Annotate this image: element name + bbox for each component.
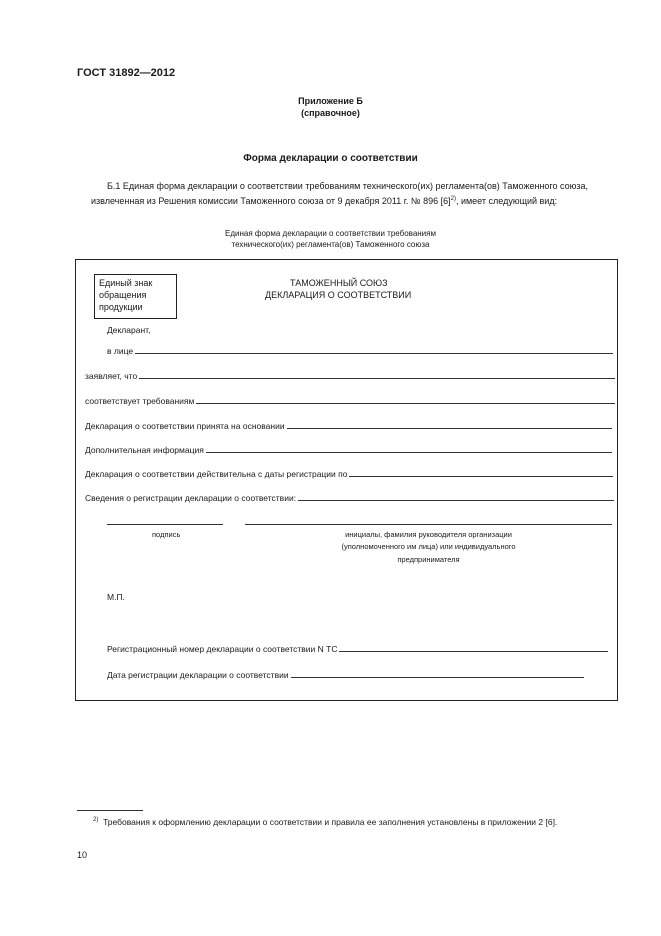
reg-date-row [107,668,584,680]
registration-info-label: Сведения о регистрации декларации о соответствии: [85,493,297,503]
appendix-note: (справочное) [301,108,360,118]
additional-line [206,452,612,453]
in-person-line [135,353,613,354]
additional-row [85,443,612,455]
footnote-separator [77,810,143,811]
form-caption-line2: технического(их) регламента(ов) Таможенного союза [231,240,430,249]
basis-label: Декларация о соответствии принята на основании [85,421,285,431]
stamp-label: М.П. [107,592,125,602]
form-caption-line1: Единая форма декларации о соответствии требованиям [225,229,436,238]
reg-date-label: Дата регистрации декларации о соответствии [107,670,289,680]
registration-info-row [85,491,614,503]
page-number: 10 [77,850,88,860]
signature-line [107,524,223,525]
additional-label: Дополнительная информация [85,445,204,455]
complies-line [196,403,615,404]
basis-line [287,428,612,429]
mark-line-1: Единый знак [99,278,153,288]
footnote-text: Требования к оформлению декларации о соответствии и правила ее заполнения установлены в приложении 2 [6]. [103,816,558,827]
appendix-title: Приложение Б [298,96,363,106]
declaration-form-frame [75,259,618,701]
reg-number-line [339,651,608,652]
registration-info-line [298,500,614,501]
conformity-mark-box [94,274,177,319]
paragraph-lead: Б.1 Единая форма декларации о соответствии требованиям технического(их) регламента(ов) Таможенного союза, извлеченная из Решения комиссии Таможенного союза от 9 декабря 2011 г. № 896 [6] [91,181,589,206]
reg-date-line [291,677,584,678]
section-title: Форма декларации о соответствии [243,153,418,164]
declaration-heading: ДЕКЛАРАЦИЯ О СООТВЕТСТВИИ [265,290,412,300]
standard-number: ГОСТ 31892—2012 [77,67,176,79]
states-label: заявляет, что [85,371,138,381]
valid-from-label: Декларация о соответствии действительна с даты регистрации по [85,469,348,479]
mark-line-3: продукции [99,302,143,312]
valid-from-line [349,476,613,477]
states-row [85,369,615,381]
footnote [77,814,613,829]
paragraph-tail: , имеет следующий вид: [455,196,558,206]
initials-line [245,524,612,525]
in-person-label: в лице [107,346,134,356]
initials-caption-2: (уполномоченного им лица) или индивидуального [341,542,516,551]
declarant-label: Декларант, [107,325,151,335]
in-person-row [107,344,613,356]
customs-union-heading: ТАМОЖЕННЫЙ СОЮЗ [290,278,388,288]
valid-from-row [85,467,613,479]
paragraph-sup: 2) [450,196,456,202]
reg-number-row [107,642,608,654]
basis-row [85,419,612,431]
signature-caption: подпись [152,530,181,539]
initials-caption-3: предпринимателя [397,555,460,564]
intro-paragraph [91,180,615,208]
states-line [139,378,615,379]
footnote-mark: 2) [93,817,99,823]
complies-row [85,394,615,406]
initials-caption-1: инициалы, фамилия руководителя организации [345,530,512,539]
mark-line-2: обращения [99,290,147,300]
complies-label: соответствует требованиям [85,396,195,406]
reg-number-label: Регистрационный номер декларации о соответствии N ТС [107,644,338,654]
